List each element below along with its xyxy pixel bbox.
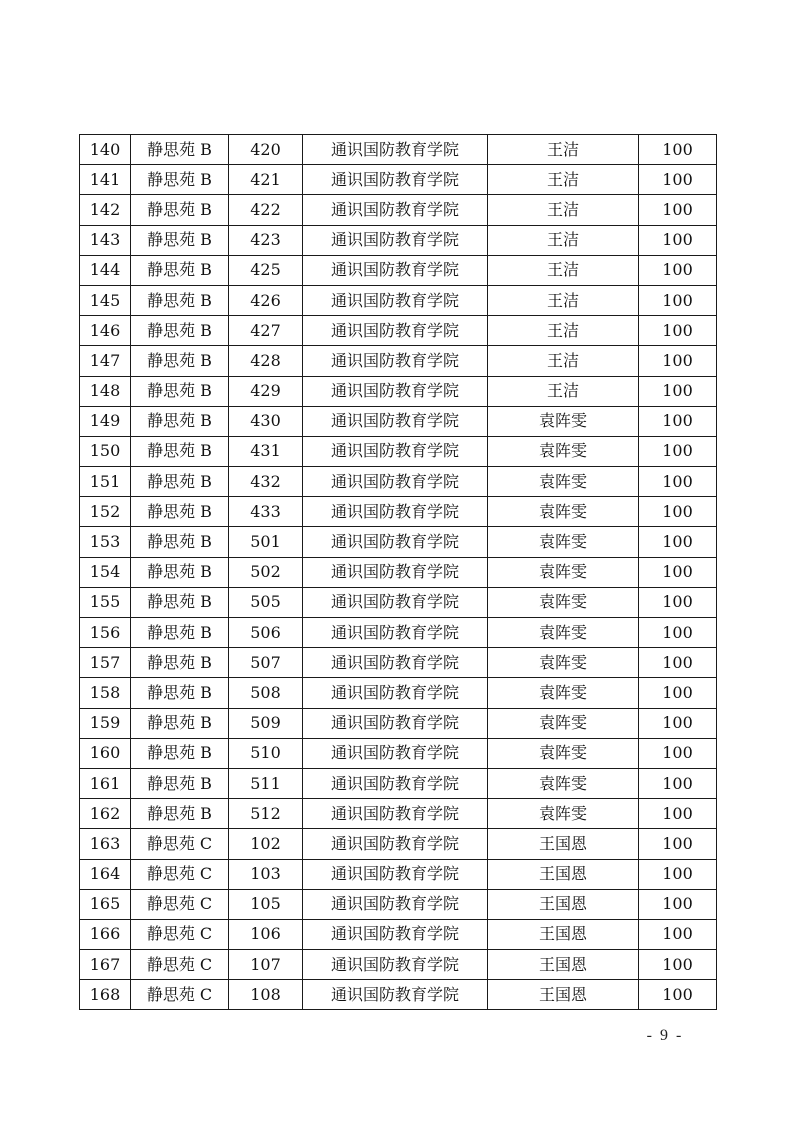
room-cell: 508 <box>229 678 303 708</box>
index-cell: 146 <box>80 316 131 346</box>
college-cell: 通识国防教育学院 <box>303 406 488 436</box>
building-cell: 静思苑 B <box>131 799 229 829</box>
score-cell: 100 <box>639 436 717 466</box>
index-cell: 159 <box>80 708 131 738</box>
score-cell: 100 <box>639 648 717 678</box>
counselor-cell: 王洁 <box>488 225 639 255</box>
college-cell: 通识国防教育学院 <box>303 678 488 708</box>
college-cell: 通识国防教育学院 <box>303 708 488 738</box>
score-cell: 100 <box>639 557 717 587</box>
room-cell: 425 <box>229 255 303 285</box>
counselor-cell: 王国恩 <box>488 919 639 949</box>
counselor-cell: 袁阵雯 <box>488 557 639 587</box>
counselor-cell: 袁阵雯 <box>488 648 639 678</box>
room-cell: 426 <box>229 285 303 315</box>
index-cell: 166 <box>80 919 131 949</box>
counselor-cell: 袁阵雯 <box>488 618 639 648</box>
building-cell: 静思苑 C <box>131 829 229 859</box>
score-cell: 100 <box>639 165 717 195</box>
college-cell: 通识国防教育学院 <box>303 135 488 165</box>
counselor-cell: 王国恩 <box>488 859 639 889</box>
building-cell: 静思苑 B <box>131 195 229 225</box>
room-cell: 512 <box>229 799 303 829</box>
college-cell: 通识国防教育学院 <box>303 497 488 527</box>
building-cell: 静思苑 B <box>131 346 229 376</box>
score-cell: 100 <box>639 376 717 406</box>
index-cell: 167 <box>80 950 131 980</box>
index-cell: 152 <box>80 497 131 527</box>
score-cell: 100 <box>639 708 717 738</box>
score-cell: 100 <box>639 889 717 919</box>
counselor-cell: 袁阵雯 <box>488 678 639 708</box>
score-cell: 100 <box>639 225 717 255</box>
building-cell: 静思苑 B <box>131 768 229 798</box>
score-cell: 100 <box>639 467 717 497</box>
college-cell: 通识国防教育学院 <box>303 799 488 829</box>
college-cell: 通识国防教育学院 <box>303 255 488 285</box>
room-cell: 107 <box>229 950 303 980</box>
room-cell: 431 <box>229 436 303 466</box>
room-cell: 511 <box>229 768 303 798</box>
building-cell: 静思苑 C <box>131 950 229 980</box>
room-cell: 432 <box>229 467 303 497</box>
table-row <box>80 436 717 466</box>
college-cell: 通识国防教育学院 <box>303 859 488 889</box>
college-cell: 通识国防教育学院 <box>303 587 488 617</box>
college-cell: 通识国防教育学院 <box>303 285 488 315</box>
score-cell: 100 <box>639 859 717 889</box>
building-cell: 静思苑 B <box>131 316 229 346</box>
room-cell: 430 <box>229 406 303 436</box>
table-row <box>80 346 717 376</box>
score-cell: 100 <box>639 919 717 949</box>
room-cell: 429 <box>229 376 303 406</box>
building-cell: 静思苑 B <box>131 467 229 497</box>
counselor-cell: 王洁 <box>488 285 639 315</box>
college-cell: 通识国防教育学院 <box>303 346 488 376</box>
building-cell: 静思苑 B <box>131 165 229 195</box>
score-cell: 100 <box>639 980 717 1010</box>
page-number: - 9 - <box>646 1027 684 1044</box>
table-row <box>80 829 717 859</box>
score-cell: 100 <box>639 527 717 557</box>
index-cell: 147 <box>80 346 131 376</box>
building-cell: 静思苑 B <box>131 225 229 255</box>
room-cell: 423 <box>229 225 303 255</box>
table-row <box>80 165 717 195</box>
counselor-cell: 王洁 <box>488 316 639 346</box>
table-row <box>80 195 717 225</box>
room-cell: 108 <box>229 980 303 1010</box>
building-cell: 静思苑 B <box>131 436 229 466</box>
index-cell: 145 <box>80 285 131 315</box>
counselor-cell: 王国恩 <box>488 889 639 919</box>
room-cell: 506 <box>229 618 303 648</box>
score-cell: 100 <box>639 285 717 315</box>
score-cell: 100 <box>639 135 717 165</box>
score-cell: 100 <box>639 738 717 768</box>
counselor-cell: 王洁 <box>488 346 639 376</box>
room-cell: 501 <box>229 527 303 557</box>
index-cell: 144 <box>80 255 131 285</box>
score-cell: 100 <box>639 829 717 859</box>
room-cell: 510 <box>229 738 303 768</box>
table-row <box>80 919 717 949</box>
table-row <box>80 255 717 285</box>
building-cell: 静思苑 B <box>131 618 229 648</box>
counselor-cell: 王国恩 <box>488 950 639 980</box>
index-cell: 165 <box>80 889 131 919</box>
room-cell: 509 <box>229 708 303 738</box>
score-cell: 100 <box>639 950 717 980</box>
index-cell: 158 <box>80 678 131 708</box>
building-cell: 静思苑 B <box>131 285 229 315</box>
college-cell: 通识国防教育学院 <box>303 889 488 919</box>
index-cell: 164 <box>80 859 131 889</box>
college-cell: 通识国防教育学院 <box>303 950 488 980</box>
college-cell: 通识国防教育学院 <box>303 557 488 587</box>
table-row <box>80 708 717 738</box>
counselor-cell: 袁阵雯 <box>488 497 639 527</box>
index-cell: 156 <box>80 618 131 648</box>
college-cell: 通识国防教育学院 <box>303 919 488 949</box>
building-cell: 静思苑 B <box>131 135 229 165</box>
table-row <box>80 316 717 346</box>
building-cell: 静思苑 B <box>131 527 229 557</box>
college-cell: 通识国防教育学院 <box>303 467 488 497</box>
building-cell: 静思苑 B <box>131 497 229 527</box>
index-cell: 163 <box>80 829 131 859</box>
counselor-cell: 王国恩 <box>488 980 639 1010</box>
table-row <box>80 376 717 406</box>
data-table <box>79 134 717 1010</box>
counselor-cell: 袁阵雯 <box>488 708 639 738</box>
building-cell: 静思苑 B <box>131 738 229 768</box>
table-row <box>80 135 717 165</box>
table-row <box>80 799 717 829</box>
index-cell: 161 <box>80 768 131 798</box>
room-cell: 422 <box>229 195 303 225</box>
index-cell: 143 <box>80 225 131 255</box>
building-cell: 静思苑 B <box>131 648 229 678</box>
table-row <box>80 648 717 678</box>
score-cell: 100 <box>639 497 717 527</box>
index-cell: 154 <box>80 557 131 587</box>
index-cell: 160 <box>80 738 131 768</box>
college-cell: 通识国防教育学院 <box>303 316 488 346</box>
building-cell: 静思苑 C <box>131 859 229 889</box>
room-cell: 103 <box>229 859 303 889</box>
college-cell: 通识国防教育学院 <box>303 738 488 768</box>
index-cell: 149 <box>80 406 131 436</box>
college-cell: 通识国防教育学院 <box>303 829 488 859</box>
college-cell: 通识国防教育学院 <box>303 618 488 648</box>
building-cell: 静思苑 B <box>131 708 229 738</box>
score-cell: 100 <box>639 316 717 346</box>
table-row <box>80 768 717 798</box>
room-cell: 428 <box>229 346 303 376</box>
counselor-cell: 袁阵雯 <box>488 467 639 497</box>
index-cell: 168 <box>80 980 131 1010</box>
room-cell: 433 <box>229 497 303 527</box>
score-cell: 100 <box>639 678 717 708</box>
table-row <box>80 285 717 315</box>
college-cell: 通识国防教育学院 <box>303 648 488 678</box>
college-cell: 通识国防教育学院 <box>303 980 488 1010</box>
table-row <box>80 467 717 497</box>
index-cell: 142 <box>80 195 131 225</box>
table-row <box>80 587 717 617</box>
table-row <box>80 225 717 255</box>
table-row <box>80 678 717 708</box>
index-cell: 148 <box>80 376 131 406</box>
table-row <box>80 497 717 527</box>
building-cell: 静思苑 C <box>131 889 229 919</box>
college-cell: 通识国防教育学院 <box>303 195 488 225</box>
counselor-cell: 王国恩 <box>488 829 639 859</box>
college-cell: 通识国防教育学院 <box>303 768 488 798</box>
counselor-cell: 王洁 <box>488 255 639 285</box>
score-cell: 100 <box>639 346 717 376</box>
room-cell: 105 <box>229 889 303 919</box>
counselor-cell: 王洁 <box>488 135 639 165</box>
room-cell: 505 <box>229 587 303 617</box>
room-cell: 427 <box>229 316 303 346</box>
score-cell: 100 <box>639 768 717 798</box>
college-cell: 通识国防教育学院 <box>303 376 488 406</box>
counselor-cell: 袁阵雯 <box>488 527 639 557</box>
counselor-cell: 袁阵雯 <box>488 738 639 768</box>
table-row <box>80 738 717 768</box>
table-row <box>80 527 717 557</box>
table-row <box>80 950 717 980</box>
building-cell: 静思苑 B <box>131 406 229 436</box>
room-cell: 106 <box>229 919 303 949</box>
index-cell: 157 <box>80 648 131 678</box>
building-cell: 静思苑 B <box>131 678 229 708</box>
index-cell: 140 <box>80 135 131 165</box>
table-row <box>80 618 717 648</box>
score-cell: 100 <box>639 587 717 617</box>
room-cell: 421 <box>229 165 303 195</box>
score-cell: 100 <box>639 255 717 285</box>
college-cell: 通识国防教育学院 <box>303 436 488 466</box>
building-cell: 静思苑 B <box>131 376 229 406</box>
room-cell: 420 <box>229 135 303 165</box>
building-cell: 静思苑 C <box>131 980 229 1010</box>
building-cell: 静思苑 C <box>131 919 229 949</box>
index-cell: 155 <box>80 587 131 617</box>
room-cell: 102 <box>229 829 303 859</box>
score-cell: 100 <box>639 406 717 436</box>
counselor-cell: 王洁 <box>488 195 639 225</box>
index-cell: 162 <box>80 799 131 829</box>
counselor-cell: 王洁 <box>488 376 639 406</box>
counselor-cell: 袁阵雯 <box>488 436 639 466</box>
table-row <box>80 889 717 919</box>
table-row <box>80 406 717 436</box>
counselor-cell: 袁阵雯 <box>488 406 639 436</box>
counselor-cell: 袁阵雯 <box>488 587 639 617</box>
table-row <box>80 557 717 587</box>
table-body <box>80 135 717 1010</box>
building-cell: 静思苑 B <box>131 255 229 285</box>
building-cell: 静思苑 B <box>131 557 229 587</box>
index-cell: 141 <box>80 165 131 195</box>
score-cell: 100 <box>639 799 717 829</box>
score-cell: 100 <box>639 618 717 648</box>
room-cell: 502 <box>229 557 303 587</box>
table-row <box>80 980 717 1010</box>
counselor-cell: 王洁 <box>488 165 639 195</box>
building-cell: 静思苑 B <box>131 587 229 617</box>
college-cell: 通识国防教育学院 <box>303 165 488 195</box>
counselor-cell: 袁阵雯 <box>488 768 639 798</box>
college-cell: 通识国防教育学院 <box>303 527 488 557</box>
index-cell: 150 <box>80 436 131 466</box>
score-cell: 100 <box>639 195 717 225</box>
index-cell: 153 <box>80 527 131 557</box>
counselor-cell: 袁阵雯 <box>488 799 639 829</box>
index-cell: 151 <box>80 467 131 497</box>
college-cell: 通识国防教育学院 <box>303 225 488 255</box>
table-row <box>80 859 717 889</box>
room-cell: 507 <box>229 648 303 678</box>
